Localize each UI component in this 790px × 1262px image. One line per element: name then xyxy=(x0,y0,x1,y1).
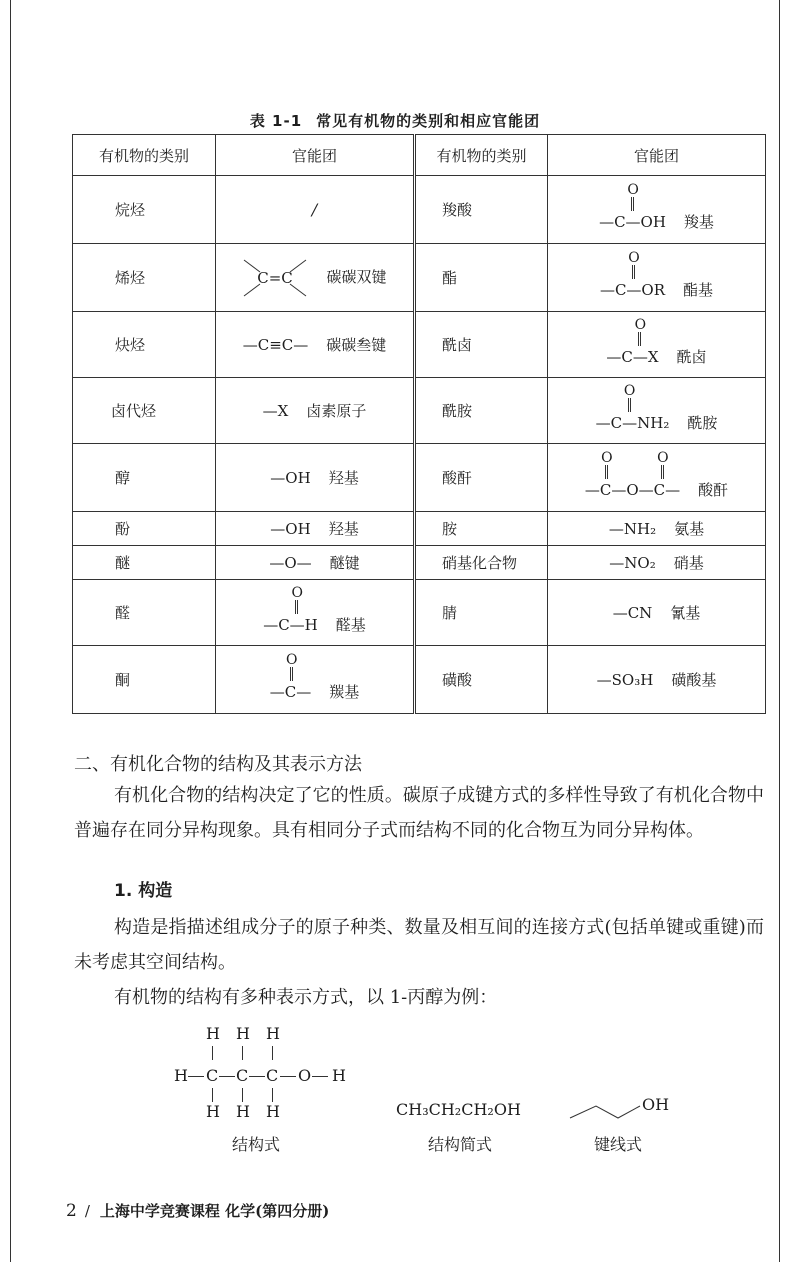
category-cell: 硝基化合物 xyxy=(415,546,548,580)
svg-text:C=C: C=C xyxy=(257,268,294,287)
group-cell: C=C 碳碳双键 xyxy=(216,244,415,312)
group-formula: —NO₂ xyxy=(609,554,656,572)
carbonyl-formula: O —C—OR xyxy=(599,250,666,299)
table-caption-number: 表 1-1 xyxy=(249,112,303,130)
paragraph-constitution: 构造是指描述组成分子的原子种类、数量及相互间的连接方式(包括单键或重键)而未考虑其空间结构。 xyxy=(74,917,764,973)
group-cell: O —C—NH₂ 酰胺 xyxy=(548,378,766,444)
category-cell: 烷烃 xyxy=(73,176,216,244)
group-cell: O —C—X 酰卤 xyxy=(548,312,766,378)
group-cell: —X 卤素原子 xyxy=(216,378,415,444)
anhydride-formula: O O —C—O—C— xyxy=(584,450,681,499)
header-group-right: 官能团 xyxy=(548,135,766,176)
group-formula: —C≡C— xyxy=(242,336,309,354)
table-caption xyxy=(0,110,790,131)
table-row xyxy=(73,176,766,244)
group-cell xyxy=(216,176,415,244)
category-cell: 磺酸 xyxy=(415,646,548,714)
condensed-formula-label: 结构简式 xyxy=(428,1135,493,1154)
page-number: 2 xyxy=(66,1201,77,1221)
category-cell: 酮 xyxy=(73,646,216,714)
group-formula: —NH₂ xyxy=(608,520,657,538)
skeletal-formula-label: 键线式 xyxy=(594,1135,643,1154)
category-cell: 腈 xyxy=(415,580,548,646)
alkene-double-bond-icon xyxy=(242,256,308,300)
table-row xyxy=(73,646,766,714)
table-row xyxy=(73,444,766,512)
group-cell: —CN 氰基 xyxy=(548,580,766,646)
condensed-formula: CH₃CH₂CH₂OH xyxy=(396,1100,521,1119)
section-heading: 二、有机化合物的结构及其表示方法 xyxy=(74,754,362,775)
category-cell: 烯烃 xyxy=(73,244,216,312)
group-formula: —OH xyxy=(270,469,311,487)
category-cell: 酰卤 xyxy=(415,312,548,378)
group-formula: —SO₃H xyxy=(596,671,654,689)
group-cell: O —C— 羰基 xyxy=(216,646,415,714)
category-cell: 醛 xyxy=(73,580,216,646)
header-category-right: 有机物的类别 xyxy=(415,135,548,176)
table-row xyxy=(73,512,766,546)
category-cell: 醇 xyxy=(73,444,216,512)
footer-separator: / xyxy=(84,1202,90,1220)
table-row xyxy=(73,580,766,646)
functional-group-table xyxy=(72,134,766,714)
group-formula: —CN xyxy=(612,604,653,622)
category-cell: 羧酸 xyxy=(415,176,548,244)
group-cell: —NO₂ 硝基 xyxy=(548,546,766,580)
skeletal-formula-icon xyxy=(566,1094,676,1124)
group-cell: —C≡C— 碳碳叁键 xyxy=(216,312,415,378)
book-title: 上海中学竞赛课程 化学(第四分册) xyxy=(99,1202,330,1220)
category-cell: 卤代烃 xyxy=(73,378,216,444)
header-category-left: 有机物的类别 xyxy=(73,135,216,176)
group-formula: —O— xyxy=(269,554,312,572)
page-frame-right xyxy=(779,0,780,1262)
group-cell: —NH₂ 氨基 xyxy=(548,512,766,546)
table-caption-title: 常见有机物的类别和相应官能团 xyxy=(316,112,541,130)
group-cell: —OH 羟基 xyxy=(216,512,415,546)
category-cell: 胺 xyxy=(415,512,548,546)
carbonyl-formula: O —C—NH₂ xyxy=(595,383,670,432)
carbonyl-formula: O —C— xyxy=(269,652,312,701)
group-cell: O —C—OH 羧基 xyxy=(548,176,766,244)
category-cell: 酚 xyxy=(73,512,216,546)
category-cell: 醚 xyxy=(73,546,216,580)
category-cell: 炔烃 xyxy=(73,312,216,378)
group-cell: —OH 羟基 xyxy=(216,444,415,512)
table-row xyxy=(73,244,766,312)
table-header-row xyxy=(73,135,766,176)
structural-formula-diagram: H H H H C C C O H H H H xyxy=(174,1024,346,1121)
carbonyl-formula: O —C—OH xyxy=(599,182,666,231)
carbonyl-formula: O —C—H xyxy=(263,585,318,634)
group-cell: —O— 醚键 xyxy=(216,546,415,580)
page-footer xyxy=(66,1200,329,1221)
paragraph-isomerism: 有机化合物的结构决定了它的性质。碳原子成键方式的多样性导致了有机化合物中普遍存在同分异构现象。具有相同分子式而结构不同的化合物互为同分异构体。 xyxy=(74,785,764,841)
group-cell: O —C—H 醛基 xyxy=(216,580,415,646)
category-cell: 酸酐 xyxy=(415,444,548,512)
group-cell: —SO₃H 磺酸基 xyxy=(548,646,766,714)
subsection-heading: 1. 构造 xyxy=(114,881,173,901)
paragraph-representation: 有机物的结构有多种表示方式，以 1-丙醇为例： xyxy=(114,987,498,1008)
group-cell: O —C—OR 酯基 xyxy=(548,244,766,312)
carbonyl-formula: O —C—X xyxy=(606,317,659,366)
category-cell: 酯 xyxy=(415,244,548,312)
svg-text:OH: OH xyxy=(642,1095,670,1114)
group-formula: —OH xyxy=(270,520,311,538)
table-row xyxy=(73,546,766,580)
table-row xyxy=(73,378,766,444)
group-cell: O O —C—O—C— 酸酐 xyxy=(548,444,766,512)
group-formula: —X xyxy=(262,402,289,420)
table-row xyxy=(73,312,766,378)
header-group-left: 官能团 xyxy=(216,135,415,176)
category-cell: 酰胺 xyxy=(415,378,548,444)
group-formula: / xyxy=(311,200,318,219)
page-frame-left xyxy=(10,0,11,1262)
structural-formula-label: 结构式 xyxy=(232,1135,281,1154)
